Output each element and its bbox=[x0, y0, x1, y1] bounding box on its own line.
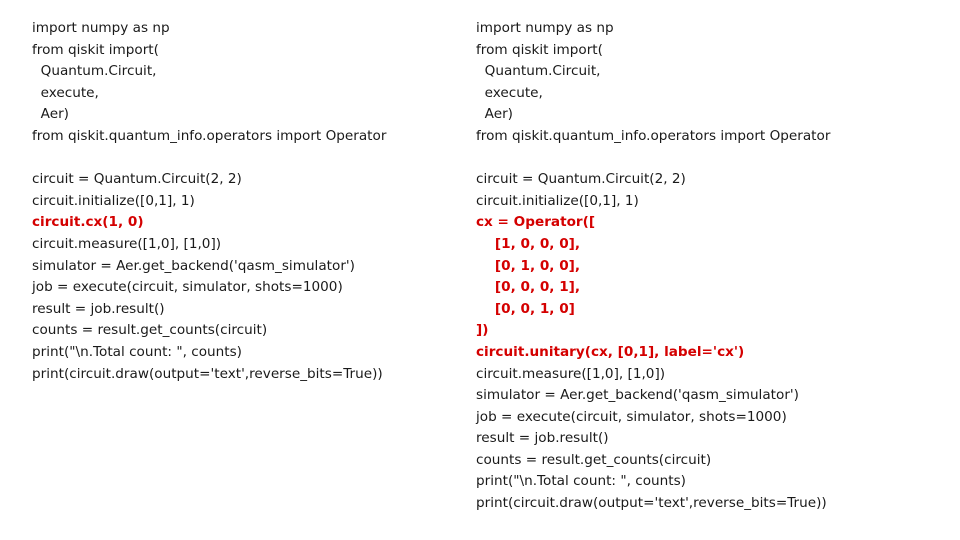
code-line-import-quantum-circuit: Quantum.Circuit, bbox=[32, 63, 157, 80]
code-line-matrix-row-2: [0, 1, 0, 0], bbox=[476, 257, 581, 274]
code-line-import-operator: from qiskit.quantum_info.operators import Operator bbox=[32, 127, 387, 144]
code-line-import-aer: Aer) bbox=[476, 106, 513, 123]
code-line-matrix-row-4: [0, 0, 1, 0] bbox=[476, 300, 575, 317]
left-code-panel bbox=[32, 18, 472, 385]
code-line-job: job = execute(circuit, simulator, shots=1000) bbox=[32, 279, 343, 296]
code-line-matrix-row-3: [0, 0, 0, 1], bbox=[476, 279, 581, 296]
code-line-counts: counts = result.get_counts(circuit) bbox=[32, 322, 268, 339]
code-line-job: job = execute(circuit, simulator, shots=1000) bbox=[476, 408, 787, 425]
code-line-import-operator: from qiskit.quantum_info.operators import Operator bbox=[476, 127, 831, 144]
code-line-from-qiskit: from qiskit import( bbox=[476, 41, 603, 58]
code-line-measure: circuit.measure([1,0], [1,0]) bbox=[32, 235, 222, 252]
code-line-initialize: circuit.initialize([0,1], 1) bbox=[476, 192, 639, 209]
code-line-import-quantum-circuit: Quantum.Circuit, bbox=[476, 63, 601, 80]
code-line-from-qiskit: from qiskit import( bbox=[32, 41, 159, 58]
code-line-counts: counts = result.get_counts(circuit) bbox=[476, 451, 712, 468]
code-line-initialize: circuit.initialize([0,1], 1) bbox=[32, 192, 195, 209]
code-line-print-draw: print(circuit.draw(output='text',reverse_bits=True)) bbox=[476, 495, 827, 512]
code-line-matrix-row-1: [1, 0, 0, 0], bbox=[476, 235, 581, 252]
code-line-import-execute: execute, bbox=[32, 84, 99, 101]
right-code-panel bbox=[476, 18, 916, 515]
code-line-simulator: simulator = Aer.get_backend('qasm_simulator') bbox=[32, 257, 355, 274]
code-line-result: result = job.result() bbox=[476, 430, 609, 447]
code-line-circuit-init: circuit = Quantum.Circuit(2, 2) bbox=[32, 171, 242, 188]
code-line-operator-def: cx = Operator([ bbox=[476, 214, 596, 231]
code-line-circuit-init: circuit = Quantum.Circuit(2, 2) bbox=[476, 171, 686, 188]
blank-line bbox=[476, 148, 916, 170]
code-line-print-draw: print(circuit.draw(output='text',reverse_bits=True)) bbox=[32, 365, 383, 382]
code-line-print-counts: print("\n.Total count: ", counts) bbox=[32, 343, 242, 360]
code-line-import-numpy: import numpy as np bbox=[32, 20, 170, 36]
code-line-simulator: simulator = Aer.get_backend('qasm_simulator') bbox=[476, 387, 799, 404]
code-line-operator-close: ]) bbox=[476, 322, 489, 339]
code-line-result: result = job.result() bbox=[32, 300, 165, 317]
code-line-import-numpy: import numpy as np bbox=[476, 20, 614, 36]
code-line-print-counts: print("\n.Total count: ", counts) bbox=[476, 473, 686, 490]
code-line-measure: circuit.measure([1,0], [1,0]) bbox=[476, 365, 666, 382]
code-line-import-aer: Aer) bbox=[32, 106, 69, 123]
code-line-unitary: circuit.unitary(cx, [0,1], label='cx') bbox=[476, 343, 745, 360]
code-line-highlight-cx: circuit.cx(1, 0) bbox=[32, 214, 144, 231]
code-line-import-execute: execute, bbox=[476, 84, 543, 101]
blank-line bbox=[32, 148, 472, 170]
